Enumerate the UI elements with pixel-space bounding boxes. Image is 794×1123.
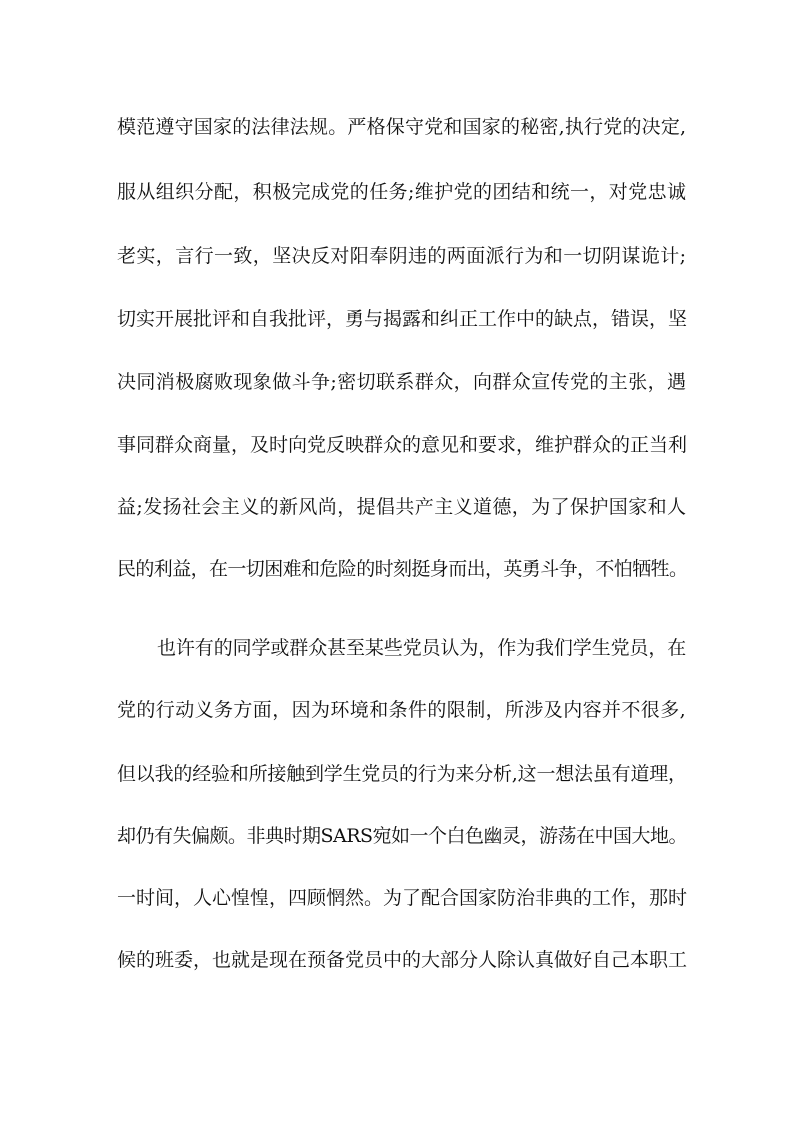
text-line: 老实，言行一致，坚决反对阳奉阴违的两面派行为和一切阴谋诡计;	[117, 245, 687, 267]
text-line: 服从组织分配，积极完成党的任务;维护党的团结和统一，对党忠诚	[117, 181, 687, 203]
text-line: 益;发扬社会主义的新风尚，提倡共产主义道德，为了保护国家和人	[117, 496, 687, 518]
text-line: 党的行动义务方面，因为环境和条件的限制，所涉及内容并不很多,	[117, 699, 687, 721]
text-line: 但以我的经验和所接触到学生党员的行为来分析,这一想法虽有道理，	[117, 763, 687, 785]
text-line: 决同消极腐败现象做斗争;密切联系群众，向群众宣传党的主张，遇	[117, 371, 687, 393]
text-line: 事同群众商量，及时向党反映群众的意见和要求，维护群众的正当利	[117, 434, 688, 456]
text-line: 模范遵守国家的法律法规。严格保守党和国家的秘密,执行党的决定,	[117, 116, 687, 138]
text-line: 切实开展批评和自我批评，勇与揭露和纠正工作中的缺点，错误，坚	[117, 308, 688, 330]
text-line: 也许有的同学或群众甚至某些党员认为，作为我们学生党员，在	[157, 637, 687, 659]
text-line: 候的班委，也就是现在预备党员中的大部分人除认真做好自己本职工	[117, 949, 688, 971]
text-line: 却仍有失偏颇。非典时期SARS宛如一个白色幽灵，游荡在中国大地。	[117, 825, 688, 847]
text-line: 民的利益，在一切困难和危险的时刻挺身而出，英勇斗争，不怕牺牲。	[117, 558, 688, 580]
text-line: 一时间，人心惶惶，四顾惘然。为了配合国家防治非典的工作，那时	[117, 887, 688, 909]
